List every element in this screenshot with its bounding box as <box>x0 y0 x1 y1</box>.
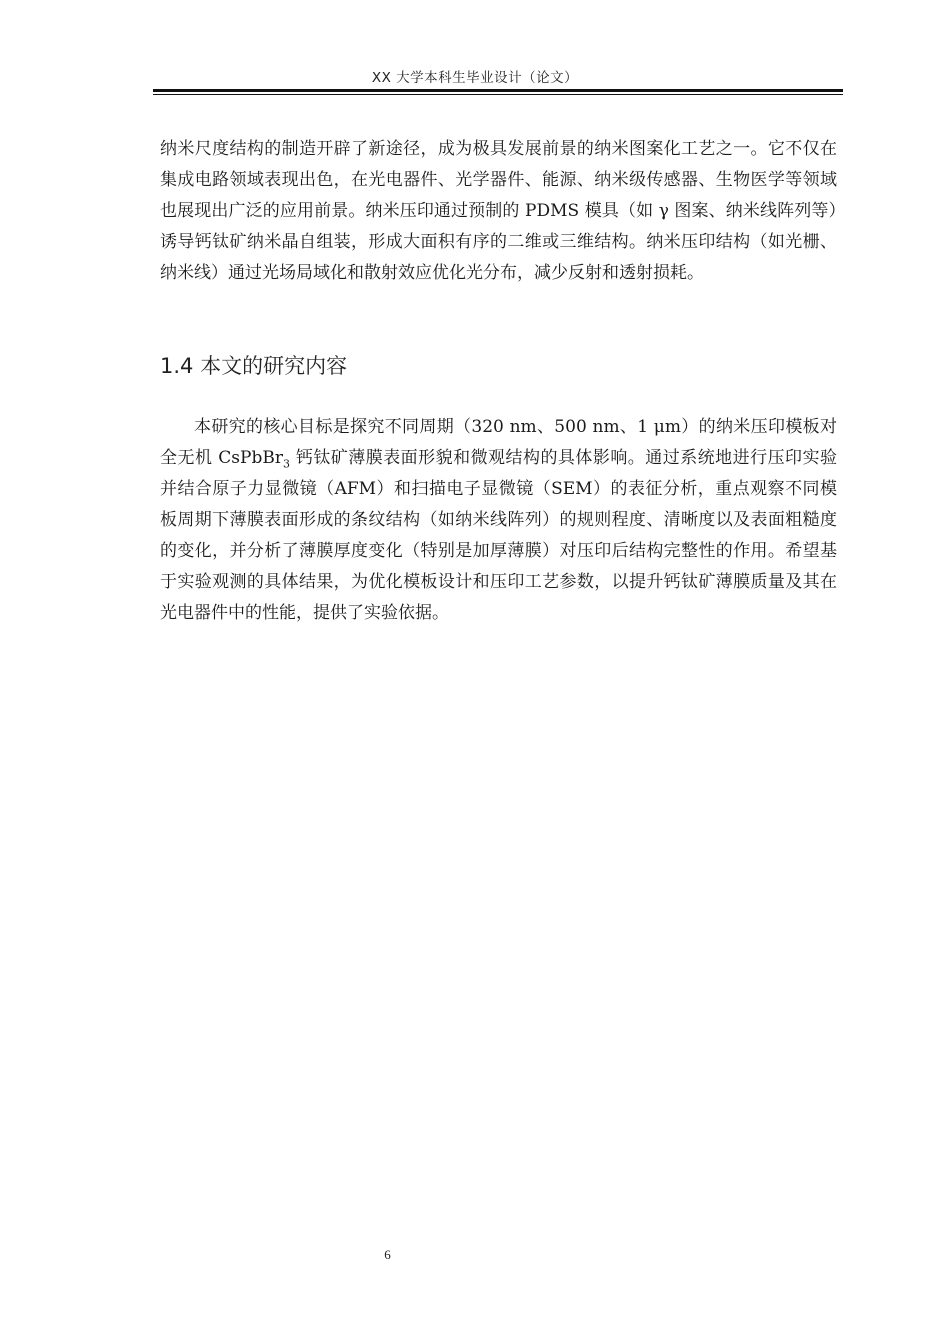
header-rule-thin <box>153 94 843 95</box>
body-paragraph-1: 纳米尺度结构的制造开辟了新途径，成为极具发展前景的纳米图案化工艺之一。它不仅在集成电路领域表现出色，在光电器件、光学器件、能源、纳米级传感器、生物医学等领域也展现出广泛的应用前景。纳米压印通过预制的 PDMS 模具（如 γ 图案、纳米线阵列等）诱导钙钛矿纳米晶自组装，形成大面积有序的二维或三维结构。纳米压印结构（如光栅、纳米线）通过光场局域化和散射效应优化光分布，减少反射和透射损耗。 <box>160 139 837 283</box>
section-heading: 1.4 本文的研究内容 <box>160 354 348 378</box>
paragraph-2-text-start: 本研究的核心目标是探究不同周期（320 nm、500 nm、1 μm）的纳米压印模板对全无机 CsPbBr <box>160 417 837 468</box>
header-rule-thick <box>153 89 843 92</box>
chemical-subscript: 3 <box>282 457 290 471</box>
page-number: 6 <box>384 1247 391 1262</box>
body-paragraph-2 <box>160 412 837 629</box>
paragraph-2-text-end: 钙钛矿薄膜表面形貌和微观结构的具体影响。通过系统地进行压印实验并结合原子力显微镜（AFM）和扫描电子显微镜（SEM）的表征分析，重点观察不同模板周期下薄膜表面形成的条纹结构（如纳米线阵列）的规则程度、清晰度以及表面粗糙度的变化，并分析了薄膜厚度变化（特别是加厚薄膜）对压印后结构完整性的作用。希望基于实验观测的具体结果，为优化模板设计和压印工艺参数，以提升钙钛矿薄膜质量及其在光电器件中的性能，提供了实验依据。 <box>160 448 837 623</box>
page-header-title: XX 大学本科生毕业设计（论文） <box>371 70 579 86</box>
